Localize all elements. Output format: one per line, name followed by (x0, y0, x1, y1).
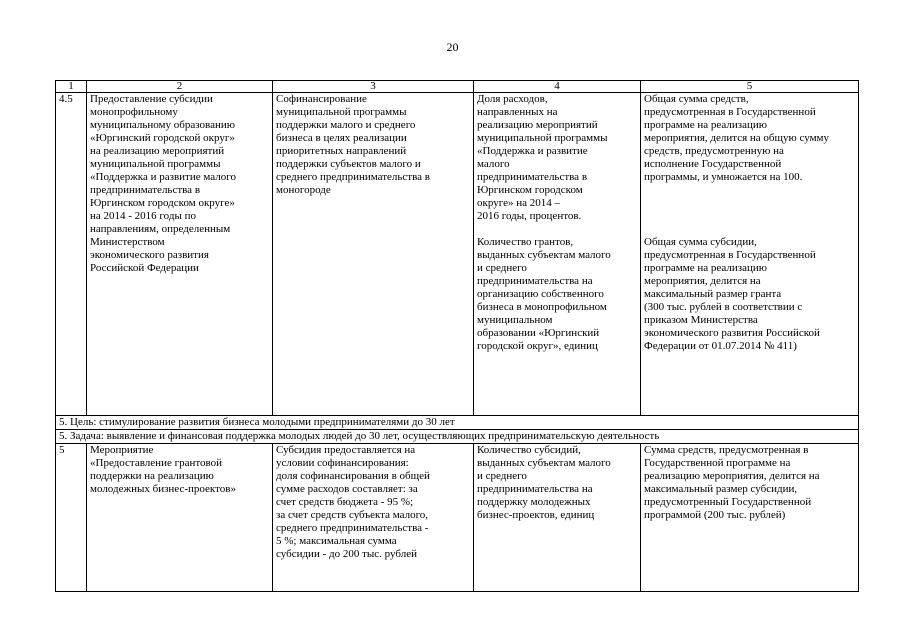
column-number-row (56, 81, 859, 93)
task-line: 5. Задача: выявление и финансовая поддержка молодых людей до 30 лет, осуществляющих предпринимательскую деятельность (56, 430, 859, 444)
column-number: 5 (641, 81, 859, 93)
goal-cell: Субсидия предоставляется на условии софинансирования: доля софинансирования в общей сумме расходов составляет: за счет средств бюджета - 95 %; за счет средств субъекта малого, среднего предпринимательства - 5 %; максимальная сумма субсидии - до 200 тыс. рублей (273, 444, 474, 592)
method-text: Общая сумма средств, предусмотренная в Государственной программе на реализацию мероприятия, делится на общую сумму средств, предусмотренную на исполнение Государственной программы, и умножается на 100. (644, 93, 829, 183)
column-number: 1 (56, 81, 87, 93)
indicator-cell: Количество субсидий, выданных субъектам малого и среднего предпринимательства на поддержку молодежных бизнес-проектов, единиц (474, 444, 641, 592)
column-number: 3 (273, 81, 474, 93)
method-cell: Сумма средств, предусмотренная в Государственной программе на реализацию мероприятия, делится на максимальный размер субсидии, предусмотренный Государственной программой (200 тыс. рублей) (641, 444, 859, 592)
method-cell (641, 93, 859, 416)
table-row (56, 93, 859, 416)
indicator-cell (474, 93, 641, 416)
goal-row (56, 416, 859, 430)
column-number: 2 (87, 81, 273, 93)
row-number: 5 (56, 444, 87, 592)
measure-cell: Предоставление субсидии монопрофильному муниципальному образованию «Юргинский городской округ» на реализацию мероприятий муниципальной программы «Поддержка и развитие малого предпринимательства в Юргинском городском округе» на 2014 - 2016 годы по направлениям, определенным Министерством экономического развития Российской Федерации (87, 93, 273, 416)
indicators-table (55, 80, 859, 592)
indicator-text: Доля расходов, направленных на реализацию мероприятий муниципальной программы «Поддержка и развитие малого предпринимательства в Юргинском городском округе» на 2014 – 2016 годы, процентов. (477, 93, 608, 222)
table-row (56, 444, 859, 592)
column-number: 4 (474, 81, 641, 93)
method-text: Общая сумма субсидии, предусмотренная в Государственной программе на реализацию мероприятия, делится на максимальный размер гранта (300 тыс. рублей в соответствии с приказом Министерства экономического развития Российской Федерации от 01.07.2014 № 411) (644, 236, 820, 352)
page-number: 20 (446, 40, 459, 54)
indicator-text: Количество грантов, выданных субъектам малого и среднего предпринимательства на организацию собственного бизнеса в монопрофильном муниципальном образовании «Юргинский городской округ», единиц (477, 236, 611, 352)
measure-cell: Мероприятие «Предоставление грантовой поддержки на реализацию молодежных бизнес-проектов» (87, 444, 273, 592)
row-number: 4.5 (56, 93, 87, 416)
goal-line: 5. Цель: стимулирование развития бизнеса молодыми предпринимателями до 30 лет (56, 416, 859, 430)
goal-cell: Софинансирование муниципальной программы поддержки малого и среднего бизнеса в целях реализации приоритетных направлений поддержки субъектов малого и среднего предпринимательства в моногороде (273, 93, 474, 416)
task-row (56, 430, 859, 444)
